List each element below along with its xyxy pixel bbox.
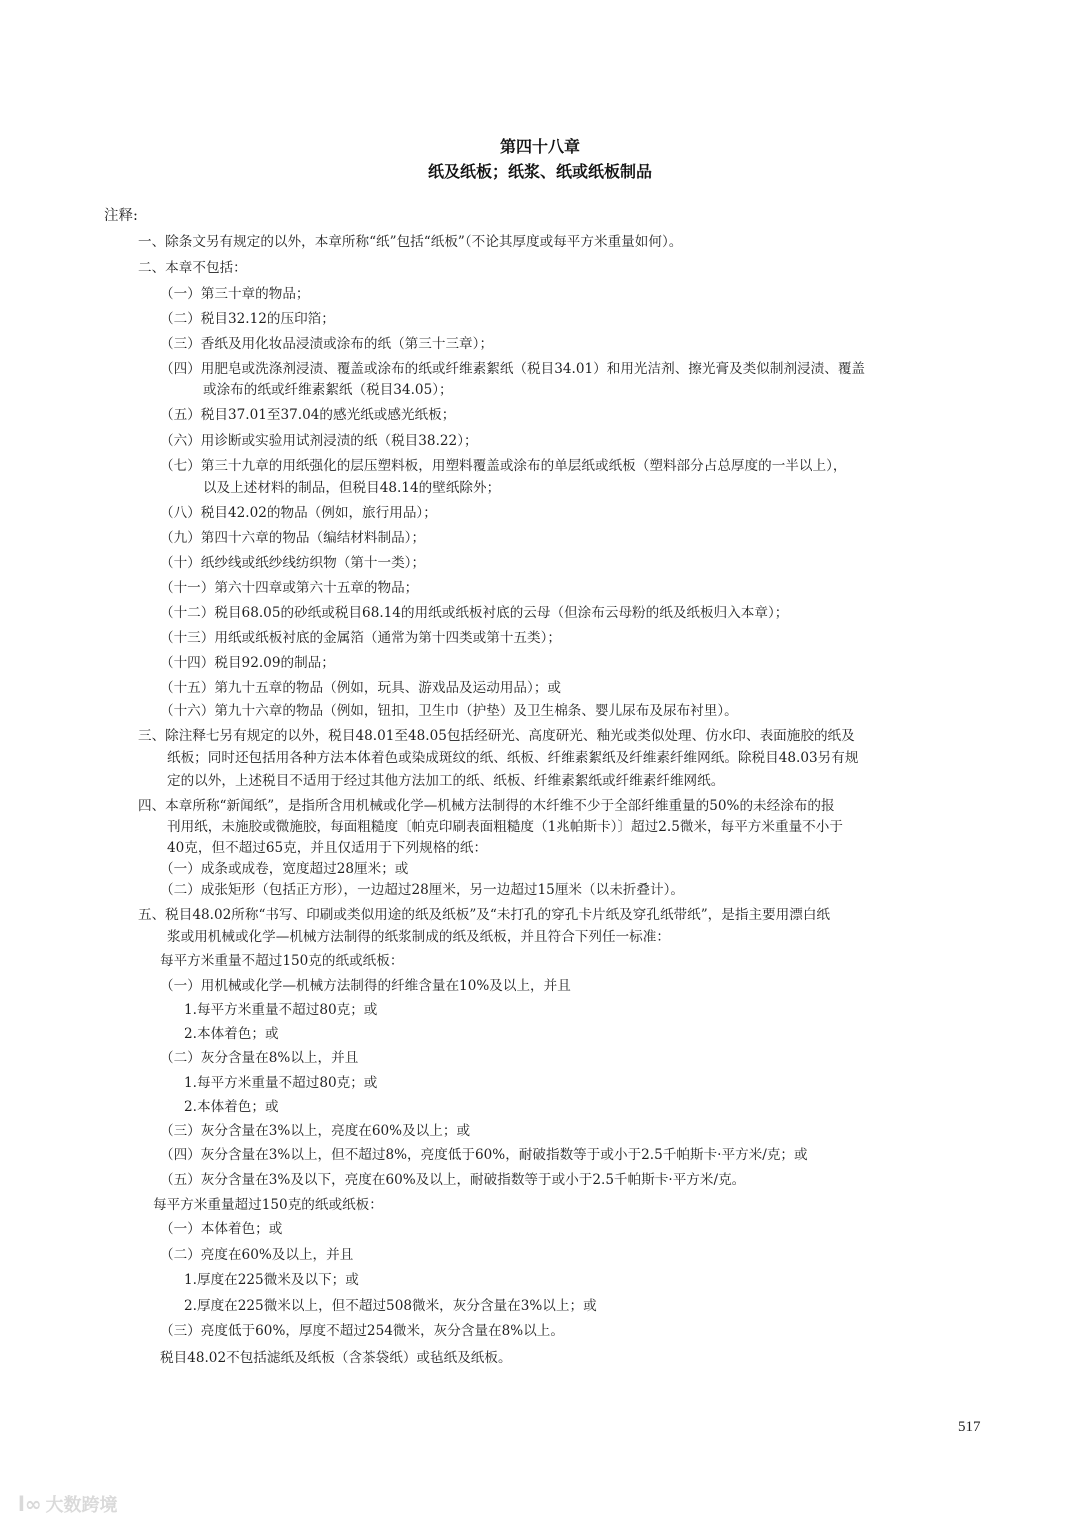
note-line: （一）成条或成卷，宽度超过28厘米；或 — [160, 861, 409, 877]
note-line: （十一）第六十四章或第六十五章的物品； — [160, 580, 419, 596]
note-line: （九）第四十六章的物品（编结材料制品）； — [160, 530, 426, 546]
note-line: （二）灰分含量在8%以上，并且 — [160, 1050, 359, 1066]
note-line: （一）第三十章的物品； — [160, 286, 310, 302]
watermark-logo-icon: l∞ — [18, 1492, 42, 1516]
watermark — [18, 1491, 118, 1517]
note-line: 2.本体着色；或 — [184, 1026, 279, 1042]
note-line: 每平方米重量超过150克的纸或纸板： — [153, 1197, 383, 1213]
note-line: （三）灰分含量在3%以上，亮度在60%及以上；或 — [160, 1123, 471, 1139]
page-number: 517 — [958, 1419, 981, 1435]
note-line: 定的以外，上述税目不适用于经过其他方法加工的纸、纸板、纤维素絮纸或纤维素纤维网纸。 — [167, 773, 725, 789]
notes-heading: 注释: — [104, 208, 138, 224]
note-line: （五）税目37.01至37.04的感光纸或感光纸板； — [160, 407, 456, 423]
note-line: 2.本体着色；或 — [184, 1099, 279, 1115]
note-line: 2.厚度在225微米以上，但不超过508微米，灰分含量在3%以上；或 — [184, 1298, 597, 1314]
note-line: （六）用诊断或实验用试剂浸渍的纸（税目38.22）； — [160, 433, 478, 449]
note-line: （八）税目42.02的物品（例如，旅行用品）； — [160, 505, 437, 521]
note-line: （十四）税目92.09的制品； — [160, 655, 335, 671]
note-line: 三、除注释七另有规定的以外，税目48.01至48.05包括经研光、高度研光、釉光或类似处理、仿水印、表面施胶的纸及 — [138, 728, 855, 744]
note-line: 1.每平方米重量不超过80克；或 — [184, 1075, 378, 1091]
note-line: 40克，但不超过65克，并且仅适用于下列规格的纸： — [167, 840, 488, 856]
note-line: 四、本章所称“新闻纸”，是指所含用机械或化学—机械方法制得的木纤维不少于全部纤维重量的50%的未经涂布的报 — [138, 798, 835, 814]
note-line: （五）灰分含量在3%及以下，亮度在60%及以上，耐破指数等于或小于2.5千帕斯卡·平方米/克。 — [160, 1172, 746, 1188]
note-line: 二、本章不包括： — [138, 260, 247, 276]
note-line: （二）亮度在60%及以上，并且 — [160, 1247, 354, 1263]
note-line: 刊用纸，未施胶或微施胶，每面粗糙度〔帕克印刷表面粗糙度（1兆帕斯卡）〕超过2.5微米，每平方米重量不小于 — [167, 819, 843, 835]
note-line: （三）香纸及用化妆品浸渍或涂布的纸（第三十三章）； — [160, 336, 494, 352]
note-line: 1.每平方米重量不超过80克；或 — [184, 1002, 378, 1018]
note-line: 一、除条文另有规定的以外，本章所称“纸”包括“纸板”（不论其厚度或每平方米重量如何）。 — [138, 234, 683, 250]
note-line: 税目48.02不包括滤纸及纸板（含茶袋纸）或毡纸及纸板。 — [160, 1350, 512, 1366]
note-line: 纸板；同时还包括用各种方法本体着色或染成斑纹的纸、纸板、纤维素絮纸及纤维素纤维网纸。除税目48.03另有规 — [167, 750, 859, 766]
note-line: （十）纸纱线或纸纱线纺织物（第十一类）； — [160, 555, 426, 571]
note-line: （一）用机械或化学—机械方法制得的纤维含量在10%及以上，并且 — [160, 978, 571, 994]
note-line: 1.厚度在225微米及以下；或 — [184, 1272, 359, 1288]
note-line: （三）亮度低于60%，厚度不超过254微米，灰分含量在8%以上。 — [160, 1323, 564, 1339]
note-line: （十二）税目68.05的砂纸或税目68.14的用纸或纸板衬底的云母（但涂布云母粉的纸及纸板归入本章）； — [160, 605, 789, 621]
note-line: 或涂布的纸或纤维素絮纸（税目34.05）； — [203, 382, 453, 398]
chapter-title: 纸及纸板；纸浆、纸或纸板制品 — [427, 162, 652, 181]
note-line: （七）第三十九章的用纸强化的层压塑料板，用塑料覆盖或涂布的单层纸或纸板（塑料部分占总厚度的一半以上）， — [160, 458, 847, 474]
watermark-text: 大数跨境 — [45, 1495, 118, 1516]
note-line: （十五）第九十五章的物品（例如，玩具、游戏品及运动用品）；或 — [160, 680, 562, 696]
note-line: 五、税目48.02所称“书写、印刷或类似用途的纸及纸板”及“未打孔的穿孔卡片纸及穿孔纸带纸”，是指主要用漂白纸 — [138, 907, 831, 923]
note-line: （二）成张矩形（包括正方形），一边超过28厘米，另一边超过15厘米（以未折叠计）。 — [160, 882, 684, 898]
chapter-number: 第四十八章 — [499, 137, 580, 156]
note-line: 浆或用机械或化学—机械方法制得的纸浆制成的纸及纸板，并且符合下列任一标准： — [167, 929, 670, 945]
note-line: （十六）第九十六章的物品（例如，钮扣，卫生巾（护垫）及卫生棉条、婴儿尿布及尿布衬里）。 — [160, 703, 738, 719]
note-line: 以及上述材料的制品，但税目48.14的壁纸除外； — [203, 480, 501, 496]
note-line: （十三）用纸或纸板衬底的金属箔（通常为第十四类或第十五类）； — [160, 630, 562, 646]
note-line: （四）灰分含量在3%以上，但不超过8%，亮度低于60%，耐破指数等于或小于2.5千帕斯卡·平方米/克；或 — [160, 1147, 808, 1163]
note-line: （四）用肥皂或洗涤剂浸渍、覆盖或涂布的纸或纤维素絮纸（税目34.01）和用光洁剂、擦光膏及类似制剂浸渍、覆盖 — [160, 361, 866, 377]
note-line: （一）本体着色；或 — [160, 1221, 283, 1237]
note-line: （二）税目32.12的压印箔； — [160, 311, 335, 327]
note-line: 每平方米重量不超过150克的纸或纸板： — [160, 953, 404, 969]
